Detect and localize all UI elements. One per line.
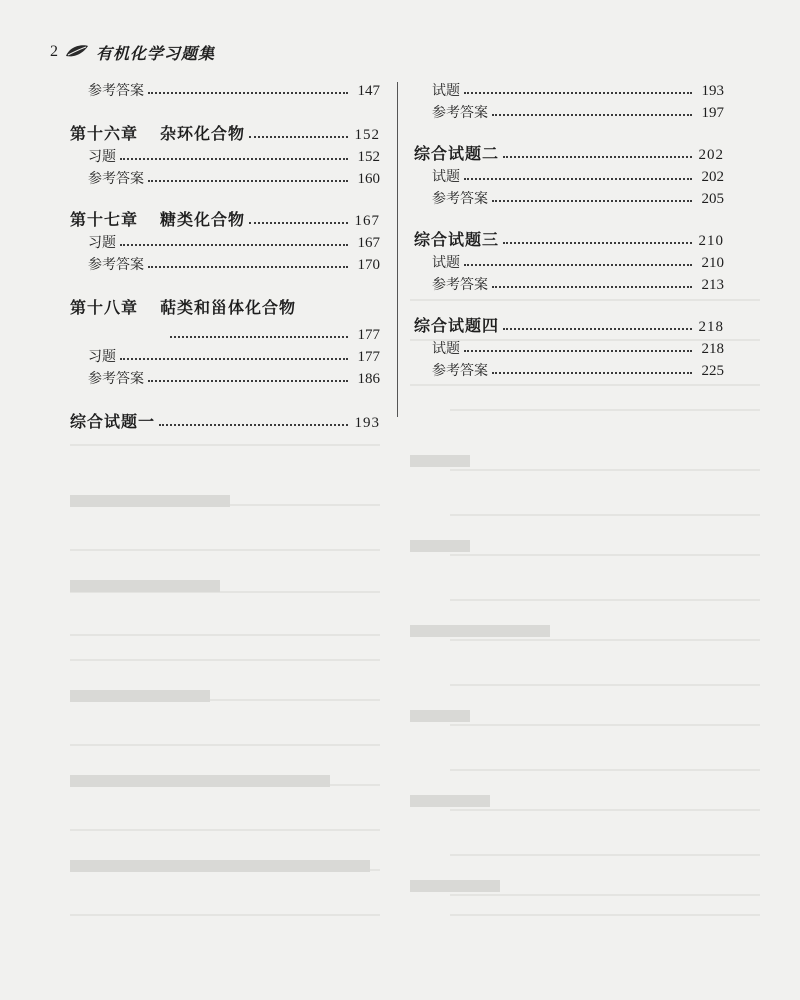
entry-label: 参考答案 xyxy=(88,371,144,387)
toc-entry[interactable] xyxy=(414,100,724,122)
dot-leader xyxy=(492,371,692,374)
column-divider xyxy=(397,82,398,417)
dot-leader xyxy=(148,265,348,268)
dot-leader xyxy=(148,379,348,382)
entry-page: 225 xyxy=(701,363,724,379)
dot-leader xyxy=(120,243,348,246)
entry-page: 177 xyxy=(357,349,380,365)
dot-leader xyxy=(464,177,692,180)
entry-label: 参考答案 xyxy=(88,257,144,273)
dot-leader xyxy=(464,349,692,352)
entry-page: 170 xyxy=(357,257,380,273)
dot-leader xyxy=(492,113,692,116)
test-title: 综合试题三 xyxy=(414,230,500,249)
chapter-number: 第十六章 xyxy=(70,124,139,143)
entry-label: 试题 xyxy=(432,83,460,99)
entry-label: 习题 xyxy=(88,235,116,251)
dot-leader xyxy=(464,263,692,266)
leaf-icon xyxy=(64,42,90,62)
entry-page: 210 xyxy=(698,233,724,249)
chapter-number: 第十七章 xyxy=(70,210,139,229)
test-title: 综合试题四 xyxy=(414,316,500,335)
dot-leader xyxy=(464,91,692,94)
entry-page: 186 xyxy=(357,371,380,387)
dot-leader xyxy=(170,335,348,338)
toc-test-2[interactable] xyxy=(414,140,724,164)
test-title: 综合试题二 xyxy=(414,144,500,163)
dot-leader xyxy=(492,199,692,202)
entry-page: 147 xyxy=(357,83,380,99)
toc-right-column xyxy=(414,78,724,380)
entry-label: 参考答案 xyxy=(432,363,488,379)
page-header xyxy=(50,38,215,66)
toc-chapter-16[interactable] xyxy=(70,120,380,144)
toc-test-1[interactable] xyxy=(70,408,380,432)
toc-test-4[interactable] xyxy=(414,312,724,336)
toc-entry[interactable] xyxy=(414,186,724,208)
chapter-title: 糖类化合物 xyxy=(160,210,246,229)
entry-page: 152 xyxy=(357,149,380,165)
dot-leader xyxy=(120,357,348,360)
entry-label: 试题 xyxy=(432,341,460,357)
entry-page: 210 xyxy=(701,255,724,271)
entry-label: 参考答案 xyxy=(88,83,144,99)
entry-label: 参考答案 xyxy=(432,105,488,121)
toc-entry[interactable] xyxy=(414,358,724,380)
toc-chapter-18[interactable] xyxy=(70,292,380,318)
entry-page: 202 xyxy=(701,169,724,185)
dot-leader xyxy=(503,241,692,244)
book-title: 有机化学习题集 xyxy=(96,43,216,63)
toc-entry[interactable] xyxy=(70,366,380,388)
toc-entry[interactable] xyxy=(414,78,724,100)
entry-page: 193 xyxy=(701,83,724,99)
entry-page: 213 xyxy=(701,277,724,293)
entry-page: 167 xyxy=(357,235,380,251)
entry-label: 参考答案 xyxy=(88,171,144,187)
test-title: 综合试题一 xyxy=(70,412,156,431)
dot-leader xyxy=(492,285,692,288)
toc-entry[interactable] xyxy=(414,272,724,294)
toc-entry[interactable] xyxy=(70,78,380,100)
entry-label: 试题 xyxy=(432,169,460,185)
entry-page: 193 xyxy=(354,415,380,431)
dot-leader xyxy=(503,327,692,330)
dot-leader xyxy=(249,135,348,138)
dot-leader xyxy=(148,91,348,94)
chapter-number: 第十八章 xyxy=(70,298,139,317)
toc-entry[interactable] xyxy=(70,144,380,166)
dot-leader xyxy=(159,423,348,426)
entry-page: 167 xyxy=(354,213,380,229)
chapter-title: 萜类和甾体化合物 xyxy=(160,298,297,317)
entry-page: 160 xyxy=(357,171,380,187)
dot-leader xyxy=(249,221,348,224)
dot-leader xyxy=(503,155,692,158)
entry-label: 参考答案 xyxy=(432,191,488,207)
dot-leader xyxy=(120,157,348,160)
toc-entry[interactable] xyxy=(414,250,724,272)
toc-left-column xyxy=(70,78,380,432)
entry-page: 218 xyxy=(701,341,724,357)
toc-entry[interactable] xyxy=(70,166,380,188)
entry-page: 202 xyxy=(698,147,724,163)
entry-label: 参考答案 xyxy=(432,277,488,293)
entry-label: 试题 xyxy=(432,255,460,271)
chapter-title: 杂环化合物 xyxy=(160,124,246,143)
entry-page: 177 xyxy=(357,327,380,343)
toc-chapter-17[interactable] xyxy=(70,206,380,230)
entry-label: 习题 xyxy=(88,349,116,365)
toc-test-3[interactable] xyxy=(414,226,724,250)
page-number: 2 xyxy=(50,43,58,60)
entry-page: 218 xyxy=(698,319,724,335)
entry-page: 197 xyxy=(701,105,724,121)
dot-leader xyxy=(148,179,348,182)
toc-entry-continued[interactable] xyxy=(70,318,380,344)
toc-entry[interactable] xyxy=(70,252,380,274)
toc-entry[interactable] xyxy=(70,230,380,252)
toc-entry[interactable] xyxy=(414,164,724,186)
entry-label: 习题 xyxy=(88,149,116,165)
toc-entry[interactable] xyxy=(70,344,380,366)
entry-page: 152 xyxy=(354,127,380,143)
entry-page: 205 xyxy=(701,191,724,207)
toc-entry[interactable] xyxy=(414,336,724,358)
